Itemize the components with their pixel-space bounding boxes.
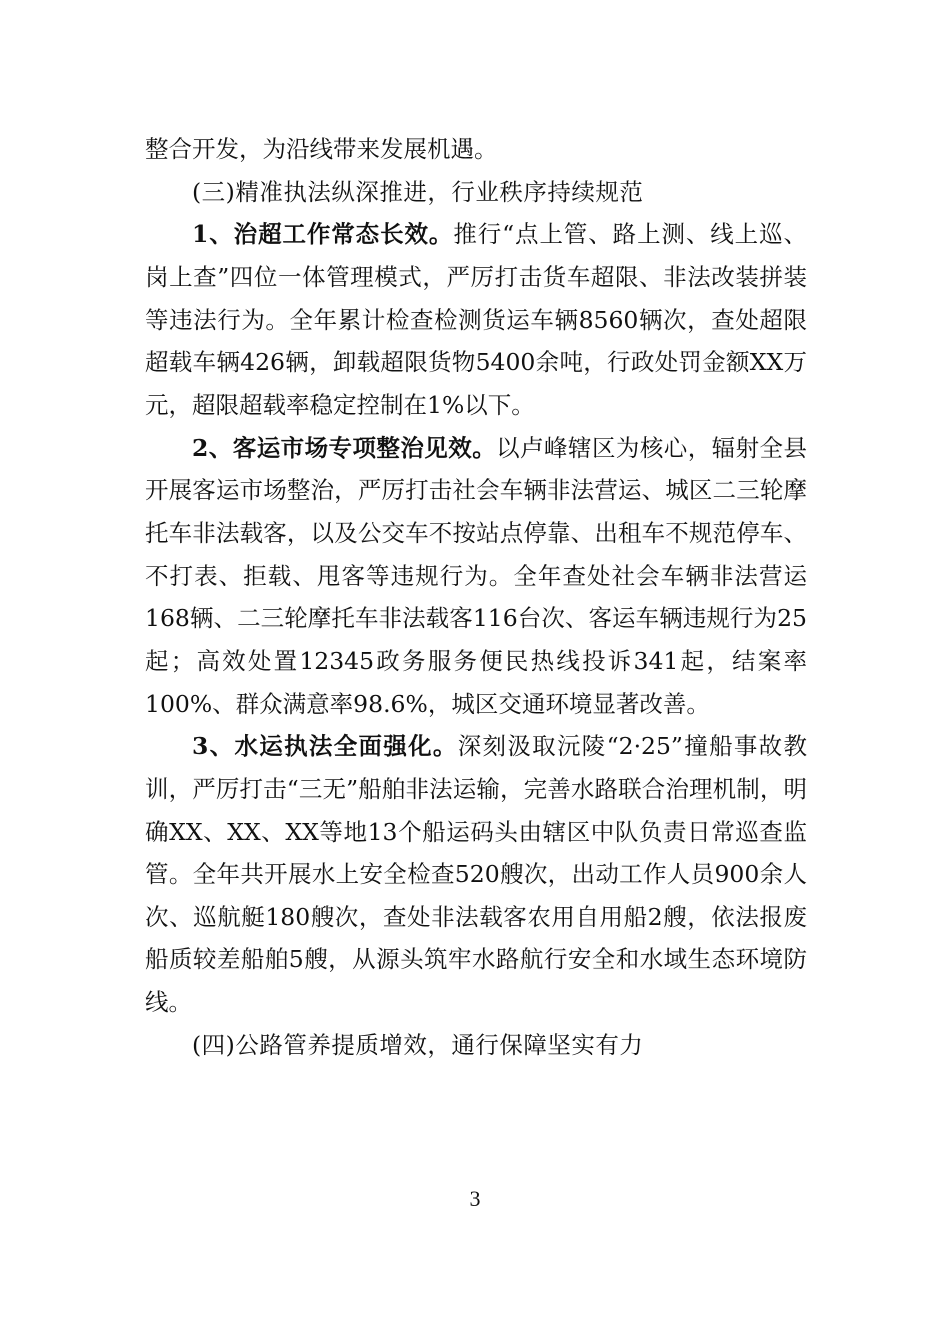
item-title: 3、水运执法全面强化。 <box>192 732 458 761</box>
item-title: 2、客运市场专项整治见效。 <box>192 433 497 462</box>
item-paragraph-overload-control <box>145 213 807 426</box>
item-paragraph-water-transport <box>145 725 807 1024</box>
item-body: 以卢峰辖区为核心，辐射全县开展客运市场整治，严厉打击社会车辆非法营运、城区二三轮摩托车非法载客，以及公交车不按站点停靠、出租车不规范停车、不打表、拒载、甩客等违规行为。全年查处社会车辆非法营运168辆、二三轮摩托车非法载客116台次、客运车辆违规行为25起；高效处置12345政务服务便民热线投诉341起，结案率100%、群众满意率98.6%，城区交通环境显著改善。 <box>145 433 808 718</box>
item-paragraph-passenger-market <box>145 427 807 726</box>
paragraph-continuation: 整合开发，为沿线带来发展机遇。 <box>145 135 498 163</box>
item-title: 1、治超工作常态长效。 <box>192 220 454 249</box>
item-body: 推行“点上管、路上测、线上巡、岗上查”四位一体管理模式，严厉打击货车超限、非法改装拼装等违法行为。全年累计检查检测货运车辆8560辆次，查处超限超载车辆426辆，卸载超限货物5400余吨，行政处罚金额XX万元，超限超载率稳定控制在1%以下。 <box>145 220 807 419</box>
item-body: 深刻汲取沅陵“2·25”撞船事故教训，严厉打击“三无”船舶非法运输，完善水路联合治理机制，明确XX、XX、XX等地13个船运码头由辖区中队负责日常巡查监管。全年共开展水上安全检查520艘次，出动工作人员900余人次、巡航艇180艘次，查处非法载客农用自用船2艘，依法报废船质较差船舶5艘，从源头筑牢水路航行安全和水域生态环境防线。 <box>145 732 807 1017</box>
page-number: 3 <box>469 1186 481 1211</box>
section-heading-3: (三)精准执法纵深推进，行业秩序持续规范 <box>192 177 644 206</box>
section-heading-4: (四)公路管养提质增效，通行保障坚实有力 <box>192 1030 644 1059</box>
document-page <box>145 128 807 1066</box>
